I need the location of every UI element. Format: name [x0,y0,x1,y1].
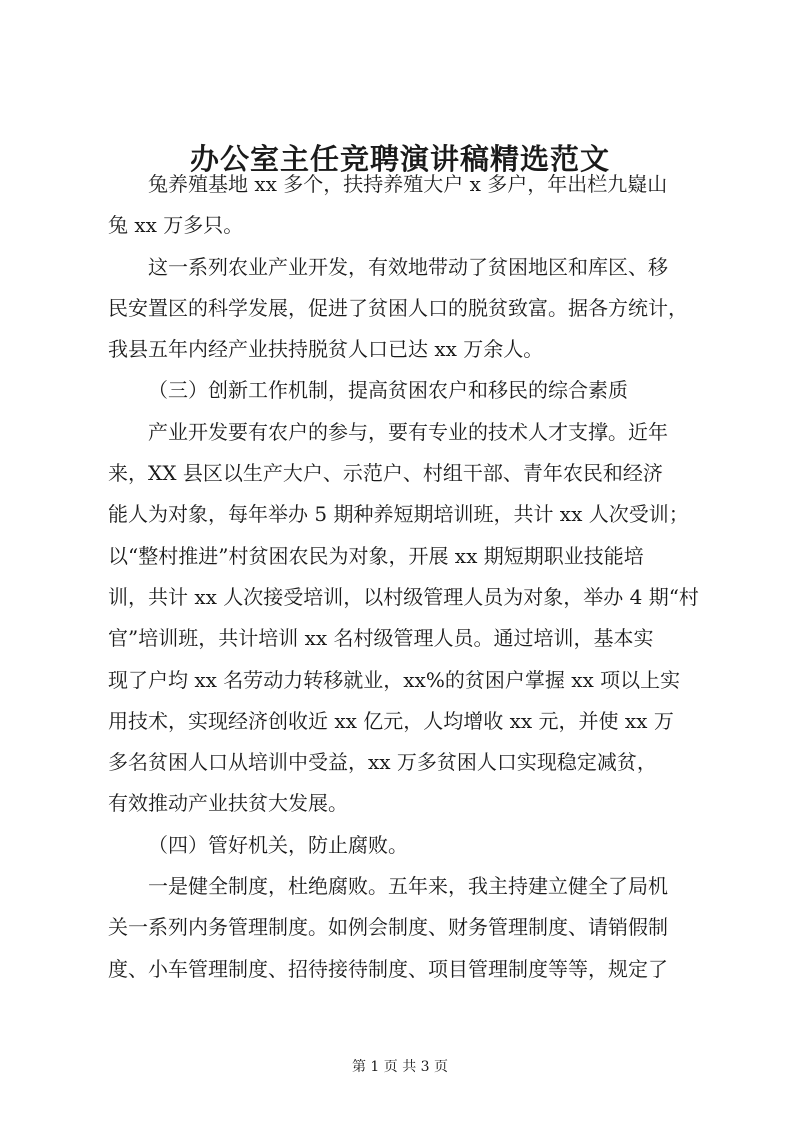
section-heading: （三）创新工作机制，提高贫困农户和移民的综合素质 [148,378,628,403]
text-line: 用技术，实现经济创收近 xx 亿元，人均增收 xx 元，并使 xx 万 [108,708,674,733]
section-heading: （四）管好机关，防止腐败。 [148,832,408,857]
text-line: 民安置区的科学发展，促进了贫困人口的脱贫致富。据各方统计， [108,295,688,320]
document-body [108,164,708,990]
text-line: 训，共计 xx 人次接受培训，以村级管理人员为对象，举办 4 期“村 [108,584,699,609]
text-line: 这一系列农业产业开发，有效地带动了贫困地区和库区、移 [148,254,668,279]
text-line: 度、小车管理制度、招待接待制度、项目管理制度等等，规定了 [108,956,668,981]
text-line: 兔 xx 万多只。 [108,213,244,238]
page-number: 第 1 页 共 3 页 [351,1059,449,1075]
text-line: 官”培训班，共计培训 xx 名村级管理人员。通过培训，基本实 [108,626,654,651]
document-title: 办公室主任竞聘演讲稿精选范文 [189,142,610,176]
text-line: 产业开发要有农户的参与，要有专业的技术人才支撑。近年 [148,419,668,444]
text-line: 来，XX 县区以生产大户、示范户、村组干部、青年农民和经济 [108,461,663,486]
text-line: 有效推动产业扶贫大发展。 [108,791,348,816]
text-line: 我县五年内经产业扶持脱贫人口已达 xx 万余人。 [108,337,544,362]
text-line: 现了户均 xx 名劳动力转移就业，xx%的贫困户掌握 xx 项以上实 [108,667,681,692]
text-line: 能人为对象，每年举办 5 期种养短期培训班，共计 xx 人次受训； [108,502,689,527]
text-line: 关一系列内务管理制度。如例会制度、财务管理制度、请销假制 [108,915,668,940]
text-line: 以“整村推进”村贫困农民为对象，开展 xx 期短期职业技能培 [108,543,644,568]
text-line: 多名贫困人口从培训中受益，xx 万多贫困人口实现稳定减贫， [108,750,657,775]
text-line: 兔养殖基地 xx 多个，扶持养殖大户 x 多户，年出栏九嶷山 [148,172,668,196]
text-line: 一是健全制度，杜绝腐败。五年来，我主持建立健全了局机 [148,874,668,899]
